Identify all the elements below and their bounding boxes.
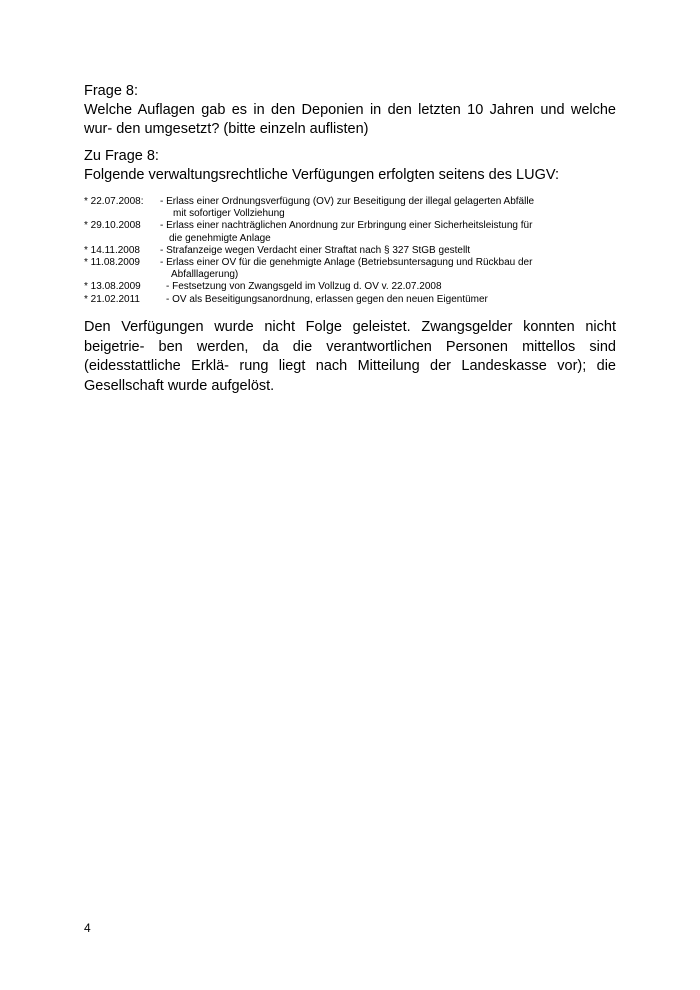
entry-text [160,257,616,281]
decree-list [84,196,616,306]
entry-date: * 22.07.2008: [84,196,144,207]
list-item [84,294,616,306]
question-heading: Frage 8: [84,83,138,99]
entry-text [160,220,616,244]
question-block [84,82,616,139]
list-item [84,196,616,220]
entry-date: * 11.08.2009 [84,257,140,269]
entry-text-line: - Erlass einer OV für die genehmigte Anlage (Betriebsuntersagung und Rückbau der [160,257,533,269]
entry-text [160,281,616,293]
entry-text-line: - Strafanzeige wegen Verdacht einer Straftat nach § 327 StGB gestellt [160,244,471,256]
entry-text [160,196,616,220]
entry-date: * 14.11.2008 [84,244,140,256]
entry-date: * 29.10.2008 [84,220,141,232]
list-item [84,281,616,293]
entry-text-continuation: mit sofortiger Vollziehung [173,208,285,220]
entry-text-line: - OV als Beseitigungsanordnung, erlassen gegen den neuen Eigentümer [166,293,488,305]
closing-paragraph-block [84,318,616,396]
entry-text-continuation: die genehmigte Anlage [169,232,271,244]
question-text: Welche Auflagen gab es in den Deponien in den letzten 10 Jahren und welche wur- den umgesetzt? (bitte einzeln auflisten) [84,102,616,137]
answer-block [84,147,616,185]
entry-text-line: - Erlass einer nachträglichen Anordnung zur Erbringung einer Sicherheitsleistung für [160,220,533,232]
closing-paragraph: Den Verfügungen wurde nicht Folge geleistet. Zwangsgelder konnten nicht beigetrie- ben werden, da die verantwortlichen Personen mittellos sind (eidesstattliche Erklä- rung liegt nach Mitteilung der Landeskasse vor); die Gesellschaft wurde aufgelöst. [84,319,616,394]
entry-text [160,245,616,257]
entry-text-continuation: Abfalllagerung) [171,269,239,281]
list-item [84,257,616,281]
answer-intro: Folgende verwaltungsrechtliche Verfügungen erfolgten seitens des LUGV: [84,167,560,183]
entry-text [160,294,616,306]
list-item [84,245,616,257]
entry-date: * 21.02.2011 [84,293,140,305]
entry-date: * 13.08.2009 [84,281,141,293]
page-number: 4 [84,921,91,935]
answer-heading: Zu Frage 8: [84,148,159,164]
entry-text-line: - Festsetzung von Zwangsgeld im Vollzug d. OV v. 22.07.2008 [166,281,442,293]
entry-text-line: - Erlass einer Ordnungsverfügung (OV) zur Beseitigung der illegal gelagerten Abfälle [160,196,535,207]
list-item [84,220,616,244]
